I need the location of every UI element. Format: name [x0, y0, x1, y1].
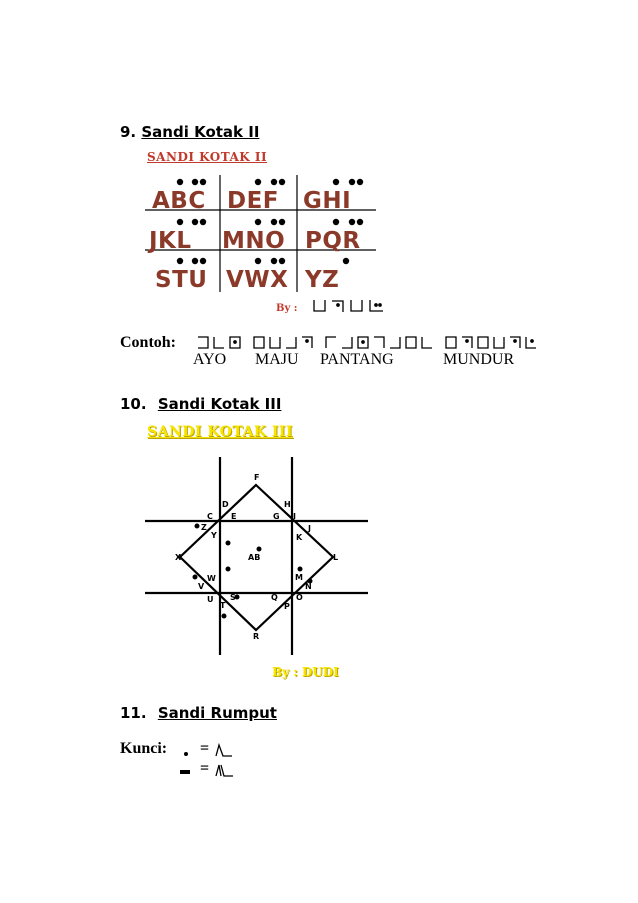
equals-sign: =	[200, 760, 210, 777]
contoh-word: PANTANG	[320, 351, 394, 368]
dash-symbol	[180, 770, 190, 774]
kotak2-cell: VWX	[226, 267, 289, 293]
section9-title: Sandi Kotak II	[141, 123, 260, 141]
grass-symbol-dot	[214, 742, 234, 758]
kotak3-letter: I	[293, 512, 296, 521]
section10-heading	[120, 395, 281, 413]
kotak3-letter: R	[253, 632, 260, 641]
contoh-word: AYO	[193, 351, 227, 368]
kotak3-letter: G	[273, 512, 280, 521]
kotak3-letter: E	[231, 512, 237, 521]
kotak3-letter: O	[296, 593, 303, 602]
section9-number: 9.	[120, 123, 137, 141]
section9-heading	[120, 123, 259, 141]
kotak3-letter: Y	[211, 531, 217, 540]
equals-sign: =	[200, 740, 210, 757]
kotak3-letter: N	[305, 582, 312, 591]
kotak2-cell: DEF	[227, 188, 280, 214]
kotak3-letter: F	[254, 473, 260, 482]
kotak3-letter: K	[296, 533, 303, 542]
kotak3-letter: Q	[271, 593, 278, 602]
kotak2-cell: YZ	[305, 267, 340, 293]
section10-title: Sandi Kotak III	[157, 395, 282, 413]
section11-heading	[120, 704, 277, 722]
kotak3-letter: D	[222, 500, 229, 509]
kotak3-letter: V	[198, 582, 205, 591]
section11-title: Sandi Rumput	[157, 704, 277, 722]
section9-banner: SANDI KOTAK II	[147, 150, 268, 164]
contoh-cipher	[196, 333, 556, 353]
section10-number: 10.	[120, 395, 147, 413]
kotak3-letter: C	[207, 512, 213, 521]
section11-number: 11.	[120, 704, 147, 722]
grass-symbol-dash	[214, 762, 236, 778]
kotak3-letter: W	[207, 574, 216, 583]
kotak3-letter: U	[207, 595, 214, 604]
kotak2-cell: MNO	[222, 228, 286, 254]
kotak3-letter: L	[333, 553, 339, 562]
kotak2-cell: PQR	[305, 228, 361, 254]
kotak2-cell: STU	[155, 267, 208, 293]
cipher-signature	[312, 297, 388, 315]
contoh-word: MUNDUR	[443, 351, 515, 368]
kotak3-letter: AB	[248, 553, 261, 562]
kotak3-letter: M	[295, 573, 303, 582]
kotak3-letter: J	[308, 524, 311, 533]
section10-banner: SANDI KOTAK III	[147, 424, 294, 440]
kotak2-cell: GHI	[303, 188, 352, 214]
section10-by-label: By : DUDI	[272, 665, 339, 679]
kotak2-cell: ABC	[152, 188, 206, 214]
kotak3-letter: Z	[201, 523, 207, 532]
section9-by-label: By :	[276, 303, 298, 314]
kotak3-letter: T	[220, 601, 226, 610]
kotak3-letter: H	[284, 500, 291, 509]
kotak2-cell: JKL	[149, 228, 192, 254]
dot-symbol	[184, 752, 188, 756]
kunci-label: Kunci:	[120, 740, 168, 757]
contoh-label: Contoh:	[120, 334, 177, 351]
kotak3-letter: S	[230, 593, 236, 602]
kotak3-letter: X	[175, 553, 182, 562]
contoh-word: MAJU	[255, 351, 299, 368]
kotak3-letter: P	[284, 602, 290, 611]
